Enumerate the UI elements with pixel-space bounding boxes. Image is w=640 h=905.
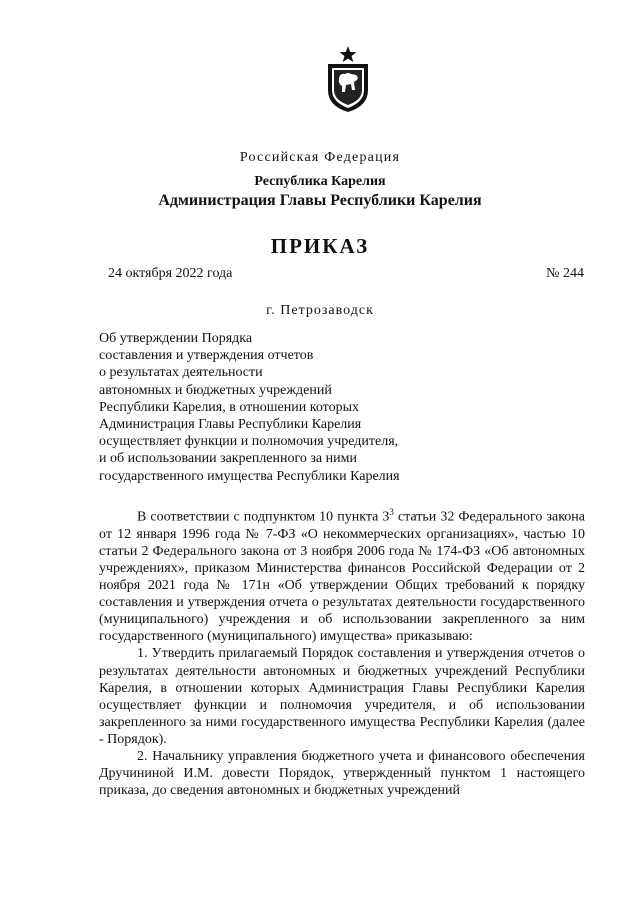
- order-date: 24 октября 2022 года: [108, 266, 233, 281]
- subject-line: о результатах деятельности: [99, 365, 263, 381]
- document-type-title: ПРИКАЗ: [270, 234, 370, 258]
- subject-line: осуществляет функции и полномочия учредителя,: [99, 434, 399, 450]
- subject-line: составления и утверждения отчетов: [99, 348, 314, 364]
- order-subject: [99, 330, 459, 485]
- republic-heading: Республика Карелия: [254, 174, 386, 189]
- preamble-text-start: В соответствии с подпунктом 10 пункта 3: [137, 509, 390, 525]
- preamble-paragraph: [99, 504, 585, 645]
- preamble-text-end: статьи 32 Федерального закона от 12 января 1996 года № 7-ФЗ «О некоммерческих организациях», частью 10 статьи 2 Федерального закона от 3 ноября 2006 года № 174-ФЗ «Об автономных учреждениях», приказом Министерства финансов Российской Федерации от 2 ноября 2021 года № 171н «Об утверждении Общих требований к порядку составления и утверждения отчета о результатах деятельности государственного (муниципального) учреждения и об использовании закрепленного за ним государственного (муниципального) имущества» приказываю:: [99, 509, 585, 645]
- subject-line: Об утверждении Порядка: [99, 331, 253, 346]
- subject-line: государственного имущества Республики Карелия: [99, 468, 400, 484]
- subject-line: автономных и бюджетных учреждений: [99, 382, 332, 398]
- city-line: г. Петрозаводск: [266, 303, 374, 318]
- order-body: [99, 504, 585, 799]
- item-2-paragraph: 2. Начальнику управления бюджетного учета и финансового обеспечения Дручининой И.М. довести Порядок, утвержденный пунктом 1 настоящего приказа, до сведения автономных и бюджетных учреждений: [99, 748, 585, 799]
- federation-heading: Российская Федерация: [239, 150, 401, 165]
- subject-line: и об использовании закрепленного за ними: [99, 451, 357, 467]
- coat-of-arms-emblem: [326, 46, 370, 112]
- administration-heading: Администрация Главы Республики Карелия: [158, 192, 482, 209]
- item-1-paragraph: 1. Утвердить прилагаемый Порядок составления и утверждения отчетов о результатах деятельности автономных и бюджетных учреждений Республики Карелия, в отношении которых Администрация Главы Республики Карелия осуществляет функции и полномочия учредителя, и об использовании закрепленного за ними государственного имущества Республики Карелия (далее - Порядок).: [99, 646, 585, 747]
- preamble-superscript: 3: [389, 507, 394, 517]
- subject-line: Администрация Главы Республики Карелия: [99, 417, 362, 433]
- subject-line: Республики Карелия, в отношении которых: [99, 399, 359, 415]
- order-number: № 244: [546, 266, 584, 281]
